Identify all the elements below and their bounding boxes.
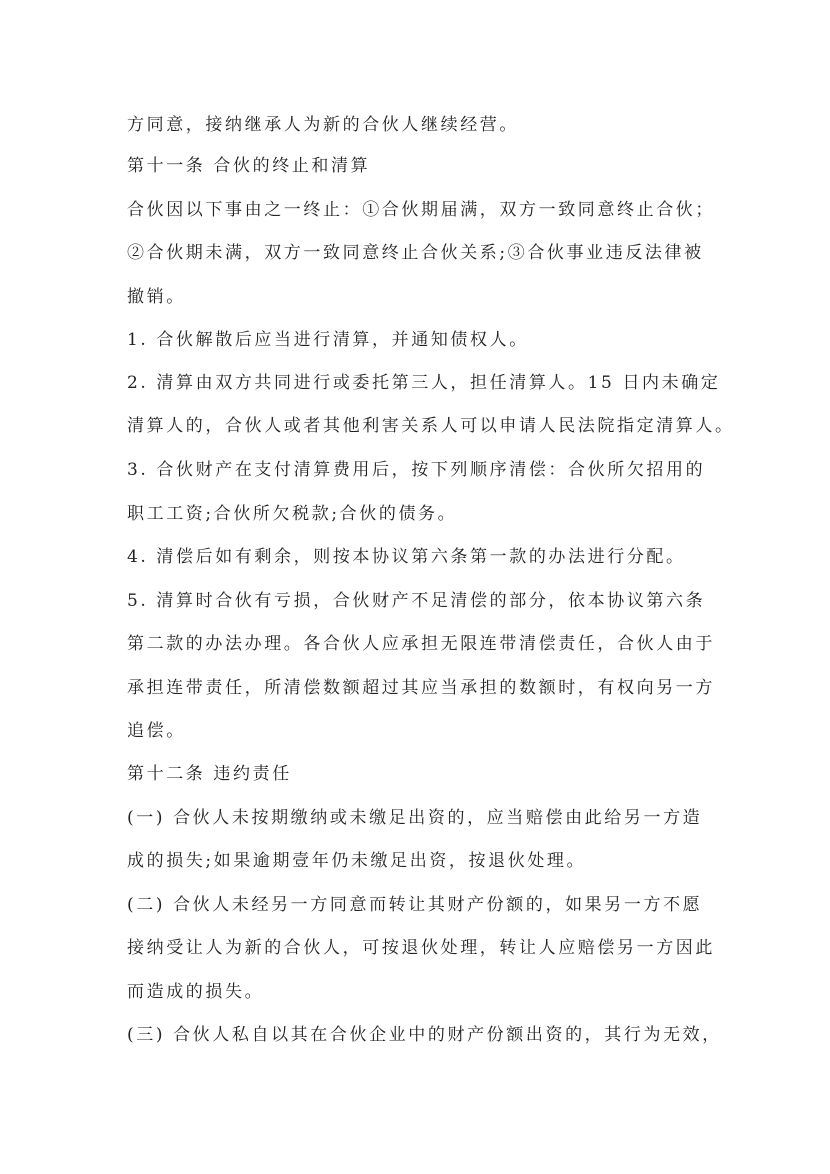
paragraph-line: 追偿。 — [127, 721, 186, 741]
paragraph-line: 清算人的，合伙人或者其他利害关系人可以申请人民法院指定清算人。 — [127, 416, 735, 436]
paragraph-line: 撤销。 — [127, 287, 186, 307]
paragraph-line: 接纳受让人为新的合伙人，可按退伙处理，转让人应赔偿另一方因此 — [127, 938, 715, 958]
paragraph-line: ②合伙期未满，双方一致同意终止合伙关系;③合伙事业违反法律被 — [127, 243, 704, 263]
section-heading-12: 第十二条 违约责任 — [127, 764, 292, 784]
list-item-2: 2. 清算由双方共同进行或委托第三人，担任清算人。15 日内未确定 — [127, 373, 721, 393]
list-item-4: 4. 清偿后如有剩余，则按本协议第六条第一款的办法进行分配。 — [127, 547, 686, 567]
list-item-1: 1. 合伙解散后应当进行清算，并通知债权人。 — [127, 330, 529, 350]
paragraph-line: 而造成的损失。 — [127, 982, 265, 1002]
list-item-5: 5. 清算时合伙有亏损，合伙财产不足清偿的部分，依本协议第六条 — [127, 591, 706, 611]
clause-3: (三) 合伙人私自以其在合伙企业中的财产份额出资的，其行为无效， — [127, 1025, 722, 1045]
clause-2: (二) 合伙人未经另一方同意而转让其财产份额的，如果另一方不愿 — [127, 895, 703, 915]
paragraph-line: 承担连带责任，所清偿数额超过其应当承担的数额时，有权向另一方 — [127, 678, 715, 698]
paragraph-line: 成的损失;如果逾期壹年仍未缴足出资，按退伙处理。 — [127, 851, 587, 871]
paragraph-line: 职工工资;合伙所欠税款;合伙的债务。 — [127, 504, 458, 524]
section-heading-11: 第十一条 合伙的终止和清算 — [127, 156, 371, 176]
paragraph-line: 方同意，接纳继承人为新的合伙人继续经营。 — [127, 115, 519, 135]
list-item-3: 3. 合伙财产在支付清算费用后，按下列顺序清偿：合伙所欠招用的 — [127, 460, 706, 480]
paragraph-line: 第二款的办法办理。各合伙人应承担无限连带清偿责任，合伙人由于 — [127, 634, 715, 654]
clause-1: (一) 合伙人未按期缴纳或未缴足出资的，应当赔偿由此给另一方造 — [127, 808, 703, 828]
paragraph-line: 合伙因以下事由之一终止：①合伙期届满，双方一致同意终止合伙； — [127, 200, 715, 220]
